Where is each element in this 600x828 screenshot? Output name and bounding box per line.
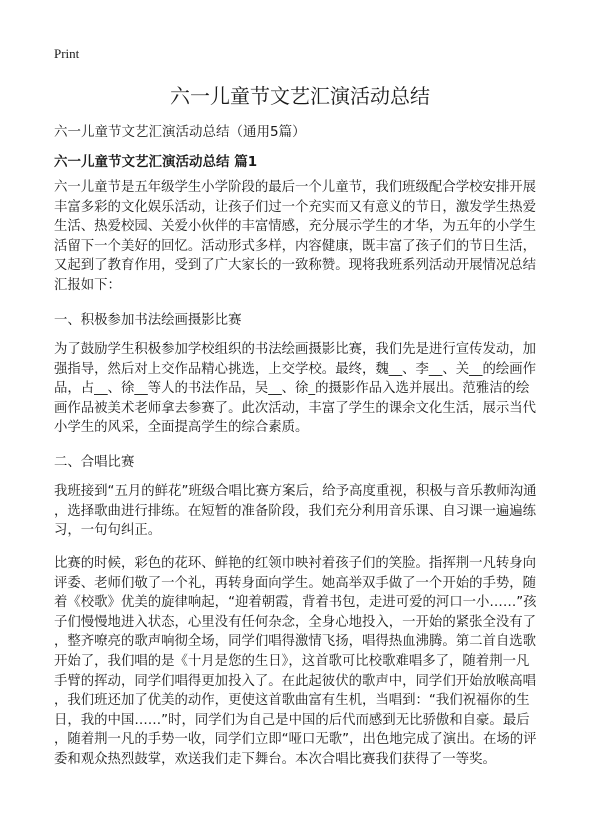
text-line: 生活、热爱校园、关爱小伙伴的丰富情感，充分展示学生的才华，为五年的小学生 [54,219,537,235]
text-line: 汇报如下： [54,277,121,293]
text-line: 手臂的挥动，同学们唱得更加投入了。在此起彼伏的歌声中，同学们开始放喉高唱 [54,673,537,689]
text-line: 活留下一个美好的回忆。活动形式多样，内容健康，既丰富了孩子们的节日生活， [54,238,537,254]
paragraph-choir-prep [54,482,554,541]
page-title: 六一儿童节文艺汇演活动总结 [170,84,430,108]
text-line: 子们慢慢地进入状态，心里没有任何杂念，全身心地投入，一开始的紧张全没有了 [54,614,537,630]
paragraph-calligraphy [54,340,554,438]
paragraph-choir-performance [54,554,554,770]
text-line: 习，一句句纠正。 [54,523,162,539]
text-line: 六一儿童节是五年级学生小学阶段的最后一个儿童节，我们班级配合学校安排开展 [54,180,537,195]
section-heading: 六一儿童节文艺汇演活动总结 篇1 [54,154,258,170]
section-title-1: 一、积极参加书法绘画摄影比赛 [54,313,242,328]
text-line: ，选择歌曲进行排练。在短暂的准备阶段，我们充分利用音乐课、自习课一遍遍练 [54,503,537,519]
text-line: 为了鼓励学生积极参加学校组织的书法绘画摄影比赛，我们先是进行宣传发动，加 [54,342,537,357]
text-line: 评委、老师们敬了一个礼，再转身面向学生。她高举双手做了一个开始的手势，随 [54,575,537,591]
text-line: ，整齐嘹亮的歌声响彻全场，同学们唱得激情飞扬，唱得热血沸腾。第二首自选歌 [54,634,537,650]
text-line: 日，我的中国……”时，同学们为自己是中国的后代而感到无比骄傲和自豪。最后 [54,712,530,728]
text-line: 品，占__、徐__等人的书法作品，吴__、徐_的摄影作品入选并展出。范雅洁的绘 [54,381,530,397]
subtitle: 六一儿童节文艺汇演活动总结（通用5篇） [54,124,306,140]
text-line: 小学生的风采，全面提高学生的综合素质。 [54,420,309,436]
text-line: 着《校歌》优美的旋律响起，“迎着朝霞，背着书包，走进可爱的河口一小……”孩 [54,595,537,611]
text-line: 画作品被美术老师拿去参赛了。此次活动，丰富了学生的课余文化生活，展示当代 [54,400,537,416]
text-line: 我班接到“五月的鲜花”班级合唱比赛方案后，给予高度重视，积极与音乐教师沟通 [54,484,537,499]
paragraph-intro [54,178,554,296]
text-line: 又起到了教育作用，受到了广大家长的一致称赞。现将我班系列活动开展情况总结 [54,258,537,274]
print-link[interactable]: Print [54,46,80,61]
text-line: ，我们班还加了优美的动作，更使这首歌曲富有生机，当唱到：“我们祝福你的生 [54,693,530,709]
section-title-2: 二、合唱比赛 [54,455,135,470]
text-line: 开始了，我们唱的是《十月是您的生日》，这首歌可比校歌难唱多了，随着荆一凡 [54,653,530,669]
text-line: 丰富多彩的文化娱乐活动，让孩子们过一个充实而又有意义的节日，激发学生热爱 [54,199,537,215]
text-line: 强指导，然后对上交作品精心挑选，上交学校。最终，魏__、李__、关__的绘画作 [54,361,537,377]
text-line: 比赛的时候，彩色的花环、鲜艳的红领巾映衬着孩子们的笑脸。指挥荆一凡转身向 [54,556,537,571]
text-line: 委和观众热烈鼓掌，欢送我们走下舞台。本次合唱比赛我们获得了一等奖。 [54,751,496,767]
text-line: ，随着荆一凡的手势一收，同学们立即“哑口无歌”，出色地完成了演出。在场的评 [54,732,537,748]
